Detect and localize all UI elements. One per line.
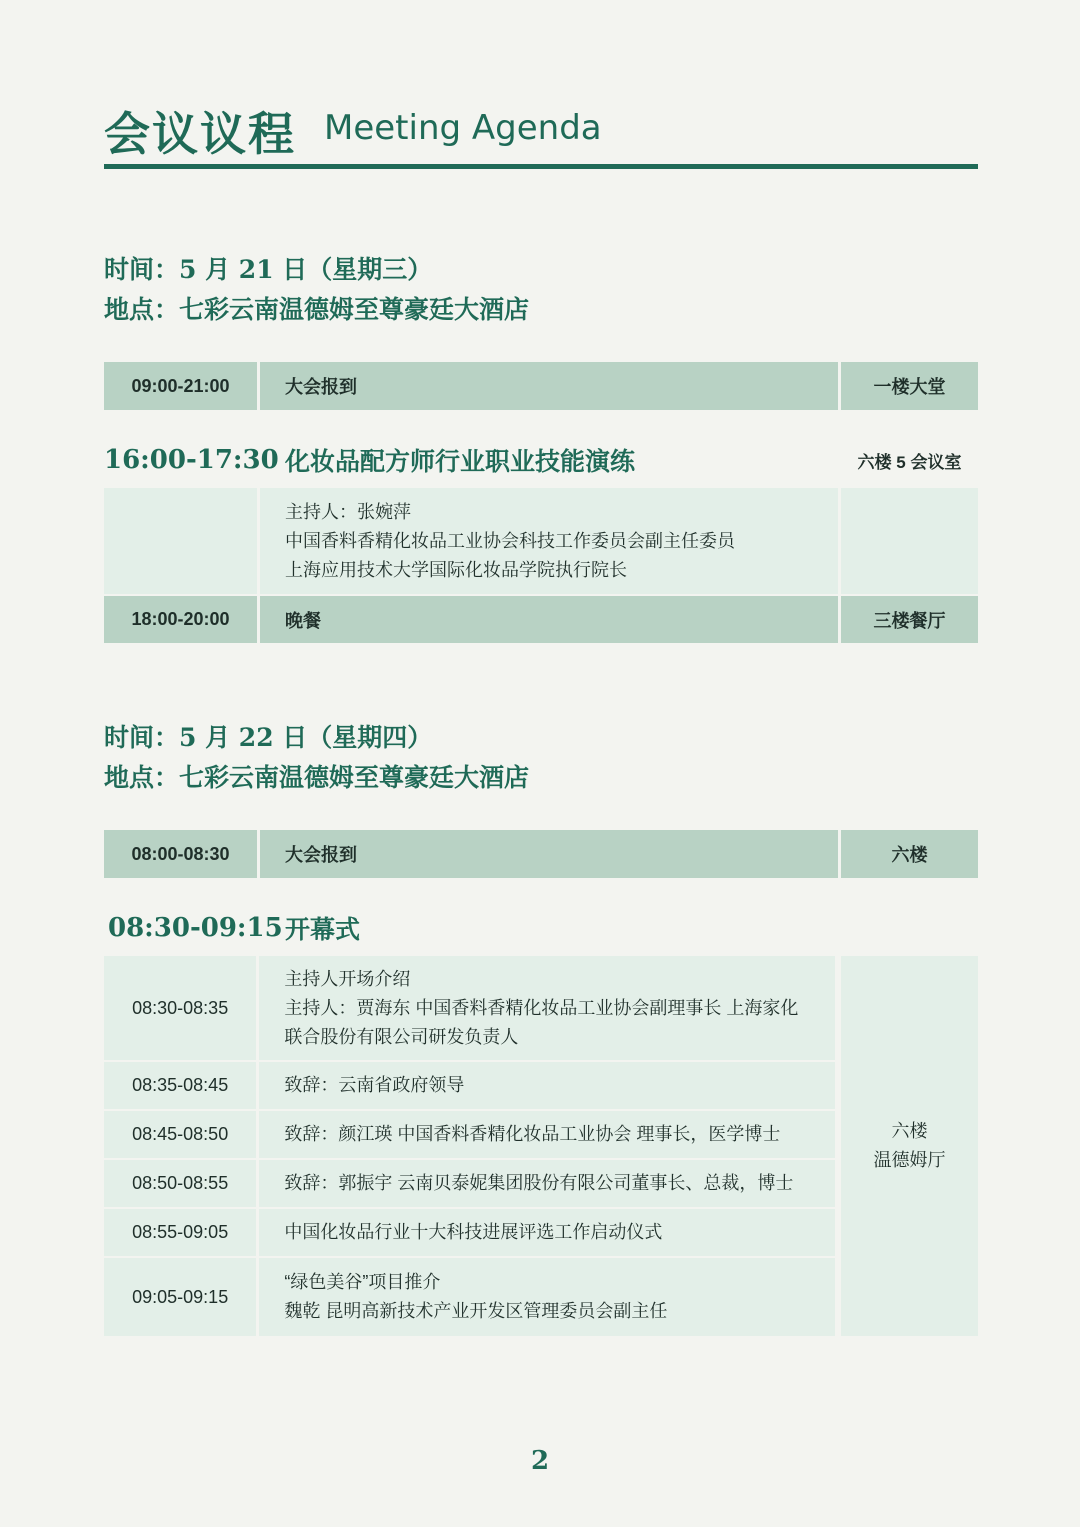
session-title: 化妆品配方师行业职业技能演练 (285, 447, 636, 476)
row-time: 18:00-20:00 (104, 596, 257, 643)
item-line: 魏乾 昆明高新技术产业开发区管理委员会副主任 (284, 1301, 668, 1321)
day2-time: 时间：5 月 22 日（星期四） (104, 723, 433, 752)
table-row (104, 362, 978, 410)
agenda-item (104, 1160, 835, 1207)
item-line: 主持人开场介绍 (284, 968, 411, 989)
item-content (259, 956, 835, 1060)
agenda-item (104, 1111, 835, 1158)
session-time: 16:00-17:30 (104, 445, 279, 475)
session-time: 08:30-09:15 (108, 913, 283, 943)
session-title: 开幕式 (285, 915, 361, 944)
agenda-item (104, 1062, 835, 1109)
item-line: 致辞：颜江瑛 中国香料香精化妆品工业协会 理事长，医学博士 (284, 1124, 781, 1144)
host-title-line: 中国香料香精化妆品工业协会科技工作委员会副主任委员 (285, 530, 735, 551)
session-header (104, 898, 978, 958)
detail-time-empty (104, 488, 257, 594)
item-time: 08:50-08:55 (104, 1160, 256, 1207)
item-line: “绿色美谷”项目推介 (284, 1272, 441, 1292)
day1-info (104, 250, 529, 330)
page-header (104, 98, 978, 170)
row-time: 09:00-21:00 (104, 362, 257, 410)
page-title-en: Meeting Agenda (324, 108, 602, 148)
item-content (259, 1111, 835, 1158)
host-title-line: 上海应用技术大学国际化妆品学院执行院长 (285, 559, 627, 580)
detail-text (260, 488, 838, 594)
location-line: 六楼 (891, 1121, 928, 1141)
item-line: 联合股份有限公司研发负责人 (284, 1026, 519, 1047)
day1-place: 地点：七彩云南温德姆至尊豪廷大酒店 (104, 295, 530, 324)
item-content (259, 1258, 835, 1336)
row-time: 08:00-08:30 (104, 830, 257, 878)
session-location: 六楼 5 会议室 (857, 452, 962, 472)
agenda-item (104, 1258, 835, 1336)
opening-agenda (104, 956, 978, 1336)
item-line: 致辞：郭振宇 云南贝泰妮集团股份有限公司董事长、总裁，博士 (284, 1173, 794, 1193)
opening-location (841, 956, 978, 1336)
page-title-cn: 会议议程 (104, 107, 296, 161)
row-location: 六楼 (841, 830, 978, 878)
host-line: 主持人：张婉萍 (285, 501, 411, 522)
agenda-item (104, 956, 835, 1060)
table-row (104, 596, 978, 643)
row-location: 一楼大堂 (841, 362, 978, 410)
row-event: 晚餐 (260, 596, 838, 643)
header-divider (104, 164, 978, 169)
row-event: 大会报到 (260, 830, 838, 878)
row-event: 大会报到 (260, 362, 838, 410)
item-content (259, 1062, 835, 1109)
location-line: 温德姆厅 (873, 1150, 946, 1170)
item-time: 09:05-09:15 (104, 1258, 256, 1336)
table-row (104, 830, 978, 878)
session-detail-row (104, 488, 978, 594)
row-location: 三楼餐厅 (841, 596, 978, 643)
session-header (104, 430, 978, 490)
item-time: 08:45-08:50 (104, 1111, 256, 1158)
day2-place: 地点：七彩云南温德姆至尊豪廷大酒店 (104, 763, 530, 792)
item-content (259, 1160, 835, 1207)
day1-time: 时间：5 月 21 日（星期三） (104, 255, 433, 284)
page-number: 2 (530, 1446, 550, 1476)
item-line: 中国化妆品行业十大科技进展评选工作启动仪式 (284, 1222, 663, 1242)
item-content (259, 1209, 835, 1256)
item-line: 主持人：贾海东 中国香料香精化妆品工业协会副理事长 上海家化 (284, 997, 799, 1018)
item-time: 08:30-08:35 (104, 956, 256, 1060)
item-time: 08:55-09:05 (104, 1209, 256, 1256)
agenda-item (104, 1209, 835, 1256)
day2-info (104, 718, 529, 798)
detail-location-empty (841, 488, 978, 594)
item-time: 08:35-08:45 (104, 1062, 256, 1109)
item-line: 致辞：云南省政府领导 (284, 1075, 465, 1095)
